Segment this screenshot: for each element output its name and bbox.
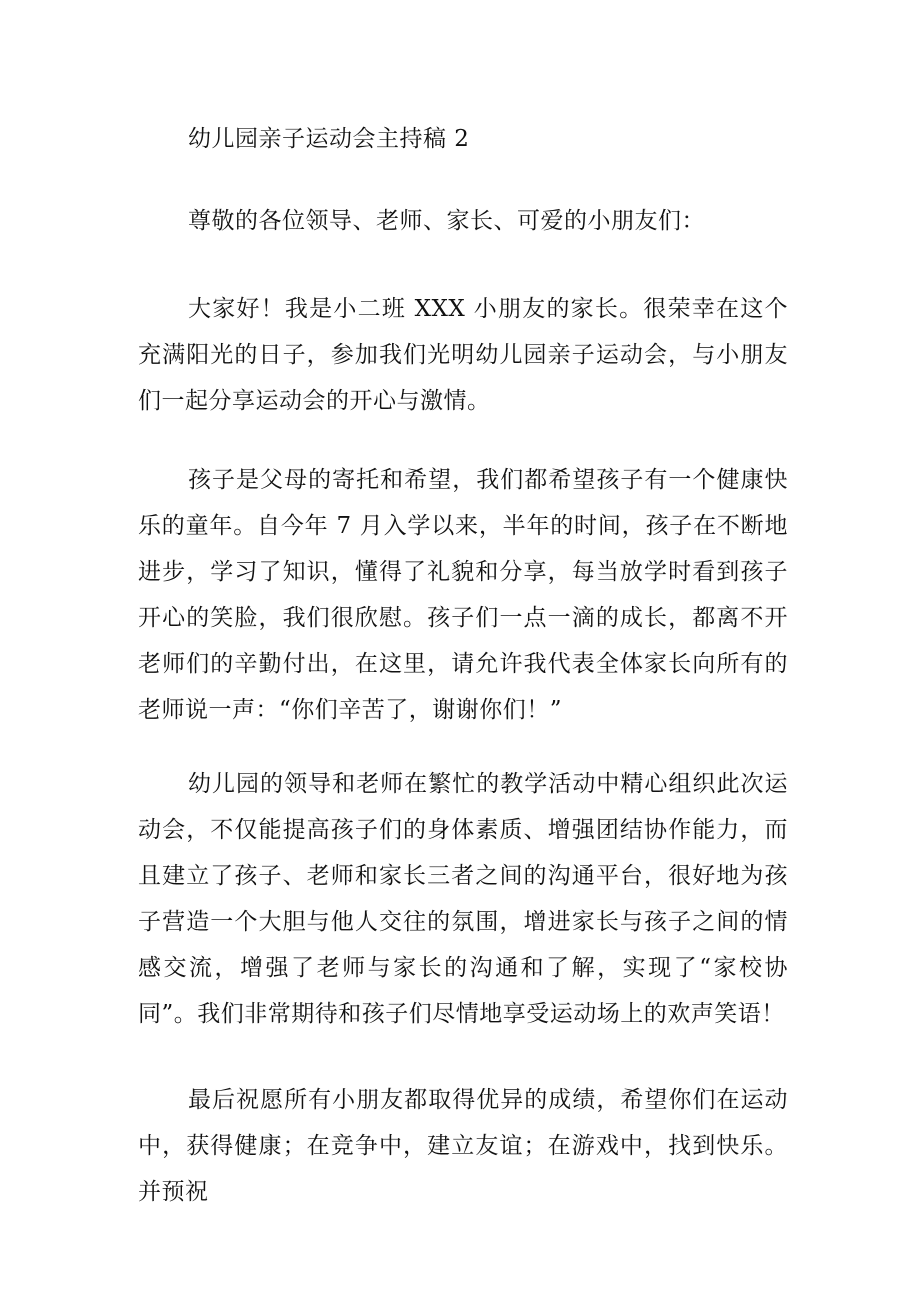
paragraph-3: 幼儿园的领导和老师在繁忙的教学活动中精心组织此次运动会，不仅能提高孩子们的身体素质、增强团结协作能力，而且建立了孩子、老师和家长三者之间的沟通平台，很好地为孩子营造一个大胆与他人交往的氛围，增进家长与孩子之间的情感交流，增强了老师与家长的沟通和了解，实现了“家校协同”。我们非常期待和孩子们尽情地享受运动场上的欢声笑语！ — [138, 771, 788, 1027]
paragraph-2: 孩子是父母的寄托和希望，我们都希望孩子有一个健康快乐的童年。自今年 7 月入学以来，半年的时间，孩子在不断地进步，学习了知识，懂得了礼貌和分享，每当放学时看到孩子开心的笑脸，我们很欣慰。孩子们一点一滴的成长，都离不开老师们的辛勤付出，在这里，请允许我代表全体家长向所有的老师说一声：“你们辛苦了，谢谢你们！” — [138, 467, 788, 723]
document-title: 幼儿园亲子运动会主持稿 2 — [188, 126, 470, 152]
paragraph-4: 最后祝愿所有小朋友都取得优异的成绩，希望你们在运动中，获得健康；在竞争中，建立友谊；在游戏中，找到快乐。并预祝 — [138, 1087, 788, 1205]
salutation: 尊敬的各位领导、老师、家长、可爱的小朋友们： — [188, 208, 705, 234]
paragraph-1: 大家好！我是小二班 XXX 小朋友的家长。很荣幸在这个充满阳光的日子，参加我们光明幼儿园亲子运动会，与小朋友们一起分享运动会的开心与激情。 — [138, 296, 788, 414]
